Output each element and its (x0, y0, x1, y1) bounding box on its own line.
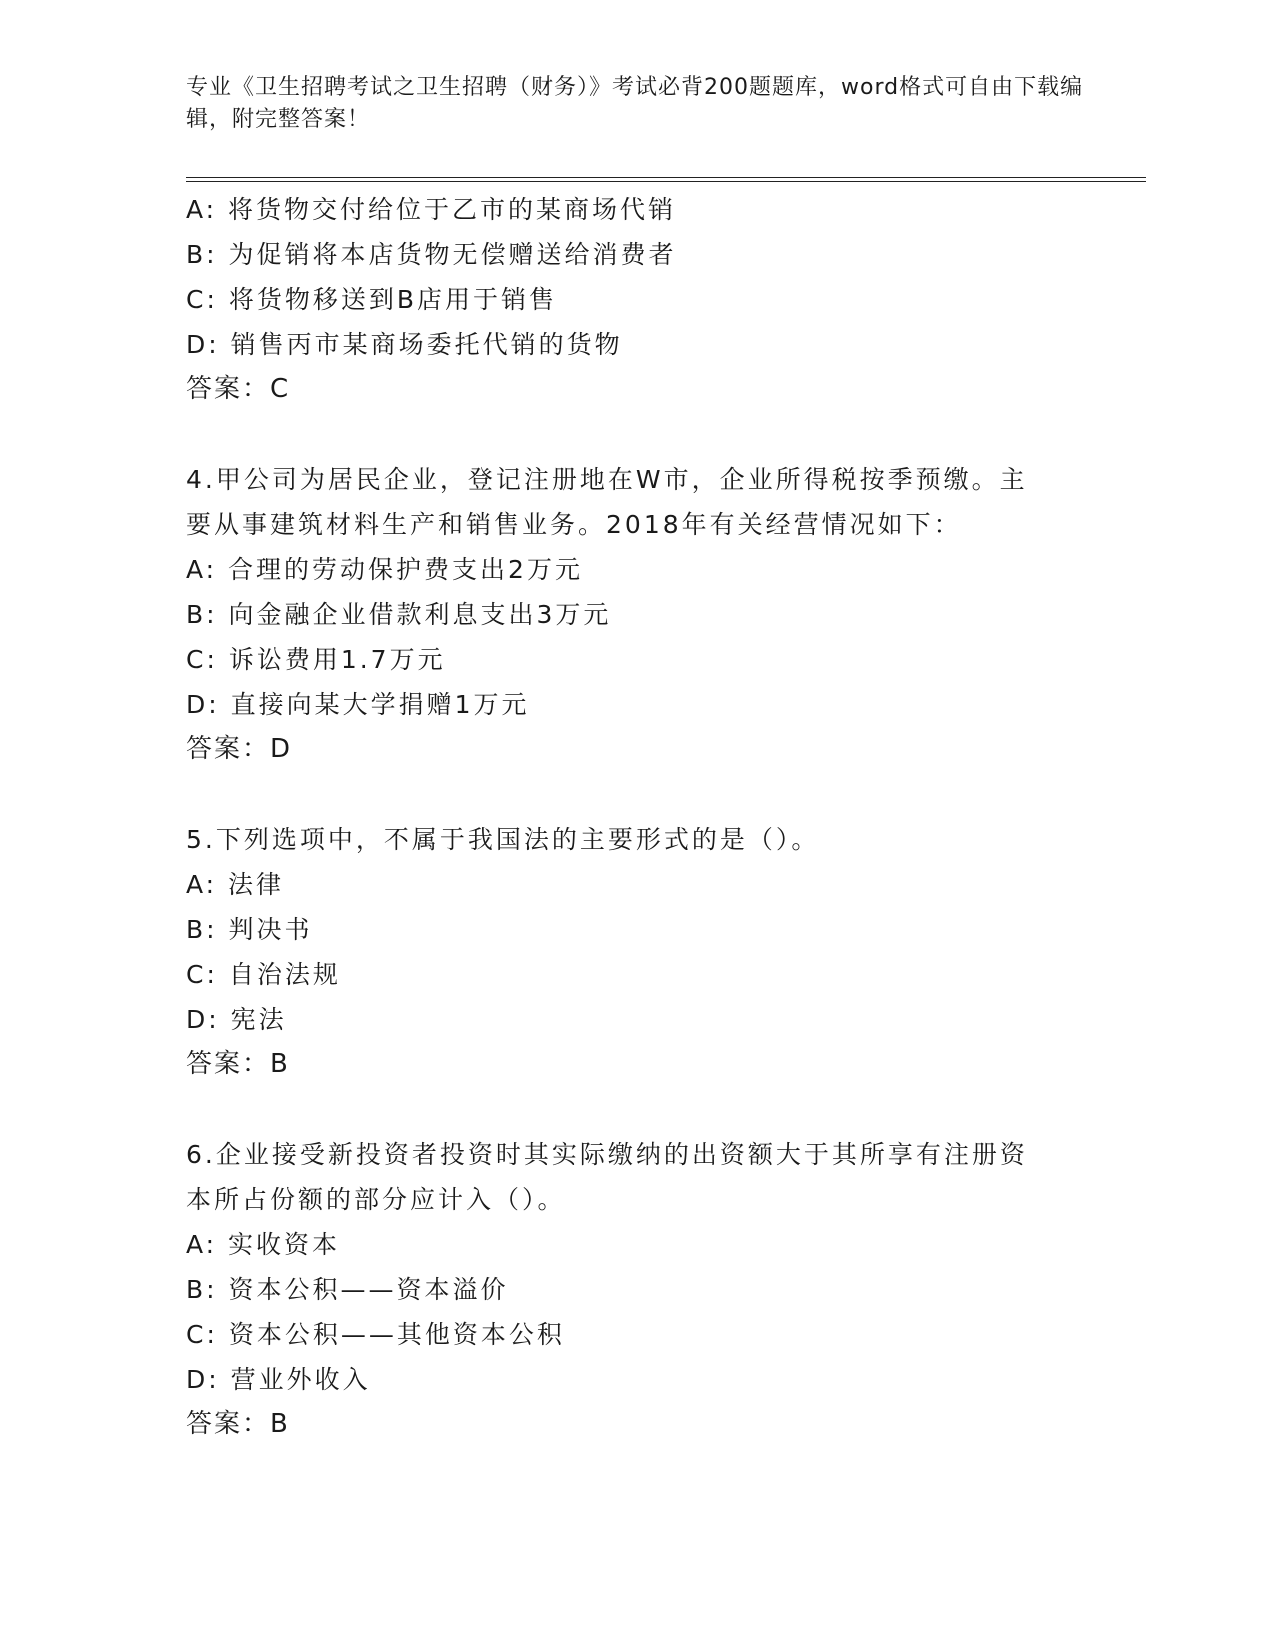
question-text: 5.下列选项中，不属于我国法的主要形式的是（）。 (186, 825, 820, 854)
question-block-4 (186, 457, 1086, 772)
question-text-line-2: 本所占份额的部分应计入（）。 (186, 1185, 566, 1214)
answer-line: 答案：B (186, 1409, 290, 1439)
option-b: B: 为促销将本店货物无偿赠送给消费者 (186, 240, 677, 269)
option-a: A: 合理的劳动保护费支出2万元 (186, 555, 583, 584)
question-text-line-2: 要从事建筑材料生产和销售业务。2018年有关经营情况如下： (186, 510, 962, 539)
answer-line: 答案：B (186, 1049, 290, 1079)
question-block-3 (186, 187, 1086, 412)
option-d: D: 宪法 (186, 1005, 287, 1034)
option-b: B: 资本公积——资本溢价 (186, 1275, 509, 1304)
option-d: D: 直接向某大学捐赠1万元 (186, 690, 530, 719)
option-c: C: 将货物移送到B店用于销售 (186, 285, 557, 314)
option-b: B: 判决书 (186, 915, 313, 944)
header-divider-top (186, 177, 1146, 178)
spacer (186, 1087, 1086, 1132)
answer-line: 答案：D (186, 734, 293, 764)
spacer (186, 412, 1086, 457)
question-block-6 (186, 1132, 1086, 1447)
option-c: C: 诉讼费用1.7万元 (186, 645, 446, 674)
question-text-line-1: 4.甲公司为居民企业，登记注册地在W市，企业所得税按季预缴。主 (186, 465, 1028, 494)
document-header: 专业《卫生招聘考试之卫生招聘（财务）》考试必背200题题库，word格式可自由下载编辑，附完整答案！ (186, 75, 1084, 132)
header-divider-bottom (186, 181, 1146, 182)
answer-line: 答案：C (186, 374, 291, 404)
option-b: B: 向金融企业借款利息支出3万元 (186, 600, 612, 629)
question-list (186, 187, 1086, 1447)
question-block-5 (186, 817, 1086, 1087)
option-d: D: 营业外收入 (186, 1365, 371, 1394)
spacer (186, 772, 1086, 817)
option-a: A: 将货物交付给位于乙市的某商场代销 (186, 195, 677, 224)
option-a: A: 法律 (186, 870, 285, 899)
question-text-line-1: 6.企业接受新投资者投资时其实际缴纳的出资额大于其所享有注册资 (186, 1140, 1028, 1169)
option-d: D: 销售丙市某商场委托代销的货物 (186, 330, 623, 359)
option-c: C: 自治法规 (186, 960, 341, 989)
option-c: C: 资本公积——其他资本公积 (186, 1320, 565, 1349)
option-a: A: 实收资本 (186, 1230, 341, 1259)
